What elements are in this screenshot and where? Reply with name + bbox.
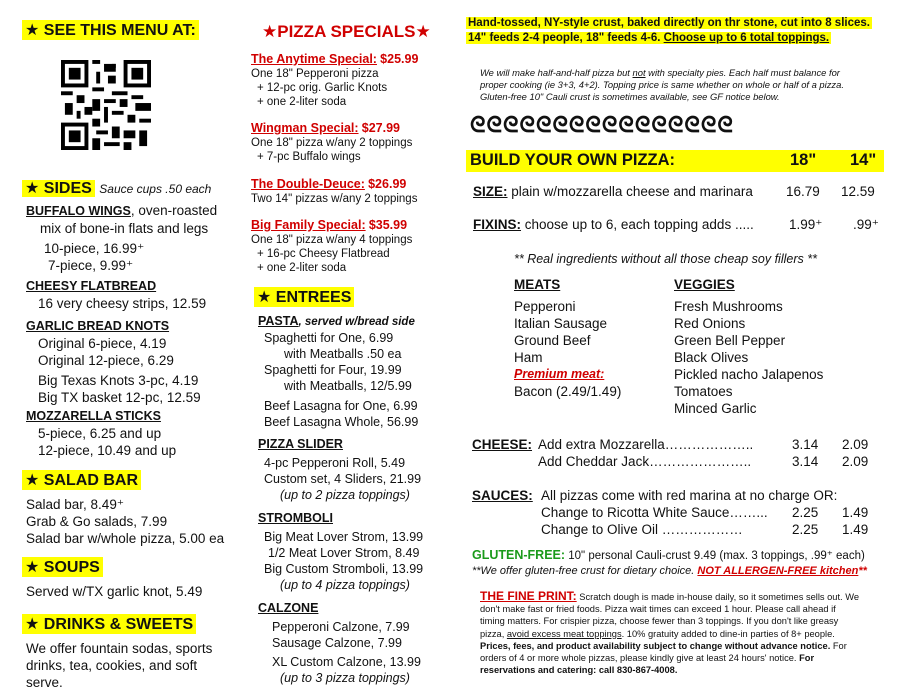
note-not: not — [632, 67, 646, 78]
calzone-title: CALZONE — [258, 601, 319, 615]
flatbread-section — [26, 278, 226, 312]
pasta-item-1: Spaghetti for One, 6.99 — [264, 331, 394, 345]
sauces-label — [472, 487, 533, 504]
special-big-family-line1: One 18" pizza w/any 4 toppings — [251, 234, 413, 246]
buffalo-wings-desc2: mix of bone-in flats and legs — [40, 221, 209, 236]
stromboli-title: STROMBOLI — [258, 511, 333, 525]
special-anytime-line2: + 12-pc orig. Garlic Knots — [257, 82, 388, 94]
mozzarella-sticks-title: MOZZARELLA STICKS — [26, 409, 161, 423]
salad-bar-section — [26, 496, 236, 547]
garlic-knots-section — [26, 318, 231, 406]
fine-line-4a: pizza, — [480, 628, 505, 639]
pasta-item-2: with Meatballs .50 ea — [284, 347, 402, 361]
fine-line-5: Prices, fees, and product availability subject to change without advance notice. — [480, 640, 831, 651]
salad-item-2: Grab & Go salads, 7.99 — [26, 514, 168, 529]
drinks-section — [26, 640, 236, 691]
pizza-slider-section — [258, 436, 458, 503]
special-anytime-line3: + one 2-liter soda — [257, 96, 347, 108]
veggie-item: Red Onions — [674, 316, 746, 331]
slider-item-1: 4-pc Pepperoni Roll, 5.49 — [264, 456, 406, 470]
meats-list — [514, 276, 664, 400]
veggie-item: Pickled nacho Jalapenos — [674, 367, 824, 382]
qr-code-icon[interactable] — [60, 60, 152, 150]
fine-line-4u: avoid excess meat toppings — [506, 628, 622, 639]
drinks-line-2: drinks, tea, cookies, and soft serve. — [26, 658, 198, 690]
meat-item: Ham — [514, 350, 543, 365]
special-big-family-line3: + one 2-liter soda — [257, 262, 347, 274]
special-big-family-title: Big Family Special: — [251, 218, 366, 232]
slider-item-3: (up to 2 pizza toppings) — [280, 488, 410, 502]
cheese-row-2: Add Cheddar Jack………………….. — [538, 454, 752, 469]
calzone-item-2: Sausage Calzone, 7.99 — [272, 636, 402, 650]
strom-item-2: 1/2 Meat Lover Strom, 8.49 — [268, 546, 420, 560]
fixins-row — [473, 216, 754, 233]
byo-heading: BUILD YOUR OWN PIZZA: — [470, 151, 676, 169]
knots-6-piece: Original 6-piece, 4.19 — [38, 336, 167, 351]
calzone-item-4: (up to 3 pizza toppings) — [280, 671, 410, 685]
stromboli-section — [258, 510, 458, 593]
calzone-section — [258, 600, 458, 686]
meat-item: Pepperoni — [514, 299, 576, 314]
note-line1b: with specialty pies. Each half must balance for — [648, 67, 840, 78]
entrees-heading: ★ ENTREES — [254, 287, 354, 307]
fixins-price-14: .99⁺ — [853, 217, 879, 232]
strom-item-3: Big Custom Stromboli, 13.99 — [264, 562, 424, 576]
drinks-line-1: We offer fountain sodas, sports — [26, 641, 213, 656]
salad-bar-heading: ★ SALAD BAR — [22, 470, 141, 490]
fine-line-6b: For — [799, 653, 815, 664]
special-big-family — [251, 218, 451, 275]
knots-tx-12: Big TX basket 12-pc, 12.59 — [38, 390, 201, 405]
half-half-note — [480, 67, 890, 103]
gf-note: **We offer gluten-free crust for dietary choice. — [472, 565, 695, 577]
buffalo-wings-section — [26, 202, 226, 274]
gluten-free-section — [472, 548, 892, 579]
garlic-knots-title: GARLIC BREAD KNOTS — [26, 319, 170, 333]
special-double-deuce-line1: Two 14" pizzas w/any 2 toppings — [251, 193, 418, 205]
special-big-family-price: $35.99 — [368, 218, 408, 232]
fixins-desc: choose up to 6, each topping adds ..... — [524, 217, 754, 232]
veggie-item: Black Olives — [674, 350, 749, 365]
real-ingredients-note: ** Real ingredients without all those cheap soy fillers ** — [514, 252, 817, 266]
sauces-2-price-14: 1.49 — [842, 505, 869, 520]
cheese-label — [472, 436, 532, 453]
flatbread-desc: 16 very cheesy strips, 12.59 — [38, 296, 207, 311]
special-double-deuce-price: $26.99 — [368, 177, 407, 191]
slider-item-2: Custom set, 4 Sliders, 21.99 — [264, 472, 422, 486]
veggies-list — [674, 276, 874, 417]
wings-10-piece: 10-piece, 16.99⁺ — [44, 241, 145, 256]
sauces-row-1: All pizzas come with red marina at no charge OR: — [541, 488, 838, 503]
sauces-3-price-18: 2.25 — [792, 522, 819, 537]
fine-line-2: don't make fast or fried foods. Pizza wait times can exceed 1 hour. Please call ahead if — [480, 604, 836, 615]
special-anytime-title: The Anytime Special: — [251, 52, 377, 66]
flatbread-title: CHEESY FLATBREAD — [26, 279, 157, 293]
pizza-specials-heading: ★PIZZA SPECIALS★ — [262, 22, 431, 41]
special-big-family-line2: + 16-pc Cheesy Flatbread — [257, 248, 390, 260]
cheese-row-1: Add extra Mozzarella……………….. — [538, 437, 754, 452]
gf-desc: 10" personal Cauli-crust 9.49 (max. 3 toppings, .99⁺ each) — [568, 550, 865, 562]
cheese-label-text: CHEESE: — [472, 437, 533, 452]
pasta-note: , served w/bread side — [298, 316, 415, 328]
cheese-1-price-18: 3.14 — [792, 437, 819, 452]
veggie-item: Green Bell Pepper — [674, 333, 786, 348]
sides-heading-row — [22, 178, 211, 198]
pasta-item-5: Beef Lasagna for One, 6.99 — [264, 399, 418, 413]
veggie-item: Fresh Mushrooms — [674, 299, 783, 314]
sticks-5-piece: 5-piece, 6.25 and up — [38, 426, 162, 441]
soups-item: Served w/TX garlic knot, 5.49 — [26, 584, 203, 599]
see-menu-heading: ★ SEE THIS MENU AT: — [22, 20, 199, 40]
special-wingman — [251, 121, 451, 164]
strom-item-1: Big Meat Lover Strom, 13.99 — [264, 530, 424, 544]
fine-line-6: orders of 4 or more whole pizzas, please kindly give at least 24 hours' notice. — [480, 653, 797, 664]
gf-label: GLUTEN-FREE: — [472, 548, 566, 562]
crust-intro-line2a: 14" feeds 2-4 people, 18" feeds 4-6. — [468, 32, 661, 44]
sides-heading: ★ SIDES — [22, 180, 95, 197]
special-anytime — [251, 52, 451, 109]
knots-tx-3: Big Texas Knots 3-pc, 4.19 — [38, 373, 199, 388]
fine-print-title: THE FINE PRINT: — [480, 589, 577, 603]
fine-line-4b: . 10% gratuity added to dine-in parties of 8+ people. — [621, 628, 835, 639]
pasta-item-3: Spaghetti for Four, 19.99 — [264, 363, 402, 377]
size-label: SIZE: — [473, 184, 508, 199]
crust-intro-line2b: Choose up to 6 total toppings. — [663, 32, 830, 44]
sauces-2-price-18: 2.25 — [792, 505, 819, 520]
premium-meat-label: Premium meat: — [514, 367, 605, 381]
calzone-item-3: XL Custom Calzone, 13.99 — [272, 655, 421, 669]
mozzarella-sticks-section — [26, 408, 231, 459]
bacon-item: Bacon (2.49/1.49) — [514, 384, 622, 399]
cheese-1-price-14: 2.09 — [842, 437, 869, 452]
soups-heading: ★ SOUPS — [22, 557, 103, 577]
crust-intro — [466, 16, 891, 46]
fixins-label: FIXINS: — [473, 217, 522, 232]
meats-heading: MEATS — [514, 277, 561, 292]
veggie-item: Minced Garlic — [674, 401, 757, 416]
drinks-heading: ★ DRINKS & SWEETS — [22, 614, 196, 634]
sauces-row-2: Change to Ricotta White Sauce……... — [541, 505, 768, 520]
size-desc: plain w/mozzarella cheese and marinara — [511, 184, 753, 199]
special-wingman-line2: + 7-pc Buffalo wings — [257, 151, 361, 163]
salad-item-3: Salad bar w/whole pizza, 5.00 ea — [26, 531, 225, 546]
meat-item: Italian Sausage — [514, 316, 608, 331]
knots-12-piece: Original 12-piece, 6.29 — [38, 353, 174, 368]
meat-item: Ground Beef — [514, 333, 591, 348]
special-wingman-price: $27.99 — [361, 121, 400, 135]
sauces-row-3: Change to Olive Oil ……………… — [541, 522, 743, 537]
gf-red-note: NOT ALLERGEN-FREE kitchen — [697, 565, 859, 577]
wings-7-piece: 7-piece, 9.99⁺ — [48, 258, 134, 273]
calzone-item-1: Pepperoni Calzone, 7.99 — [272, 620, 410, 634]
crust-intro-line1: Hand-tossed, NY-style crust, baked directly on thr stone, cut into 8 slices. — [468, 17, 870, 29]
fine-line-7: reservations and catering: call 830-867-4008. — [480, 665, 678, 676]
sauces-3-price-14: 1.49 — [842, 522, 869, 537]
fixins-price-18: 1.99⁺ — [789, 217, 823, 232]
size-price-14: 12.59 — [841, 184, 875, 199]
note-line2: proper cooking (ie 3+3, 4+2). Topping price is same whether on whole or half of a pizza. — [480, 79, 844, 90]
pasta-section — [258, 313, 458, 430]
note-line3: Gluten-free 10" Cauli crust is sometimes available, see GF notice below. — [480, 91, 780, 102]
cheese-2-price-18: 3.14 — [792, 454, 819, 469]
sauces-label-text: SAUCES: — [472, 488, 533, 503]
pasta-item-4: with Meatballs, 12/5.99 — [284, 379, 412, 393]
size-14-header: 14" — [850, 151, 877, 169]
fine-line-5b: For — [832, 640, 847, 651]
special-wingman-line1: One 18" pizza w/any 2 toppings — [251, 137, 413, 149]
fine-line-3: timing matters. For crispier pizza, choose fewer than 3 toppings. If you don't like greasy — [480, 616, 839, 627]
size-18-header: 18" — [790, 151, 817, 169]
special-double-deuce-title: The Double-Deuce: — [251, 177, 365, 191]
cheese-2-price-14: 2.09 — [842, 454, 869, 469]
swirl-divider: ᘓᘓᘓᘓᘓᘓᘓᘓᘓᘓᘓᘓᘓᘓᘓᘓ — [470, 112, 734, 137]
buffalo-wings-title: BUFFALO WINGS — [26, 204, 131, 218]
pasta-item-6: Beef Lasagna Whole, 56.99 — [264, 415, 419, 429]
special-wingman-title: Wingman Special: — [251, 121, 359, 135]
size-price-18: 16.79 — [786, 184, 820, 199]
veggies-heading: VEGGIES — [674, 277, 735, 292]
strom-item-4: (up to 4 pizza toppings) — [280, 578, 410, 592]
salad-item-1: Salad bar, 8.49⁺ — [26, 497, 124, 512]
buffalo-wings-desc: , oven-roasted — [130, 203, 218, 218]
sticks-12-piece: 12-piece, 10.49 and up — [38, 443, 177, 458]
special-anytime-price: $25.99 — [380, 52, 419, 66]
pizza-slider-title: PIZZA SLIDER — [258, 437, 343, 451]
size-row — [473, 183, 753, 200]
pasta-title: PASTA — [258, 314, 299, 328]
veggie-item: Tomatoes — [674, 384, 733, 399]
sides-note: Sauce cups .50 each — [99, 182, 212, 196]
gf-note-end: ** — [858, 565, 867, 577]
fine-print — [480, 590, 892, 676]
note-line1: We will make half-and-half pizza but — [480, 67, 630, 78]
special-double-deuce — [251, 177, 451, 206]
special-anytime-line1: One 18" Pepperoni pizza — [251, 68, 379, 80]
fine-line-1: Scratch dough is made in-house daily, so it sometimes sells out. We — [579, 592, 859, 602]
